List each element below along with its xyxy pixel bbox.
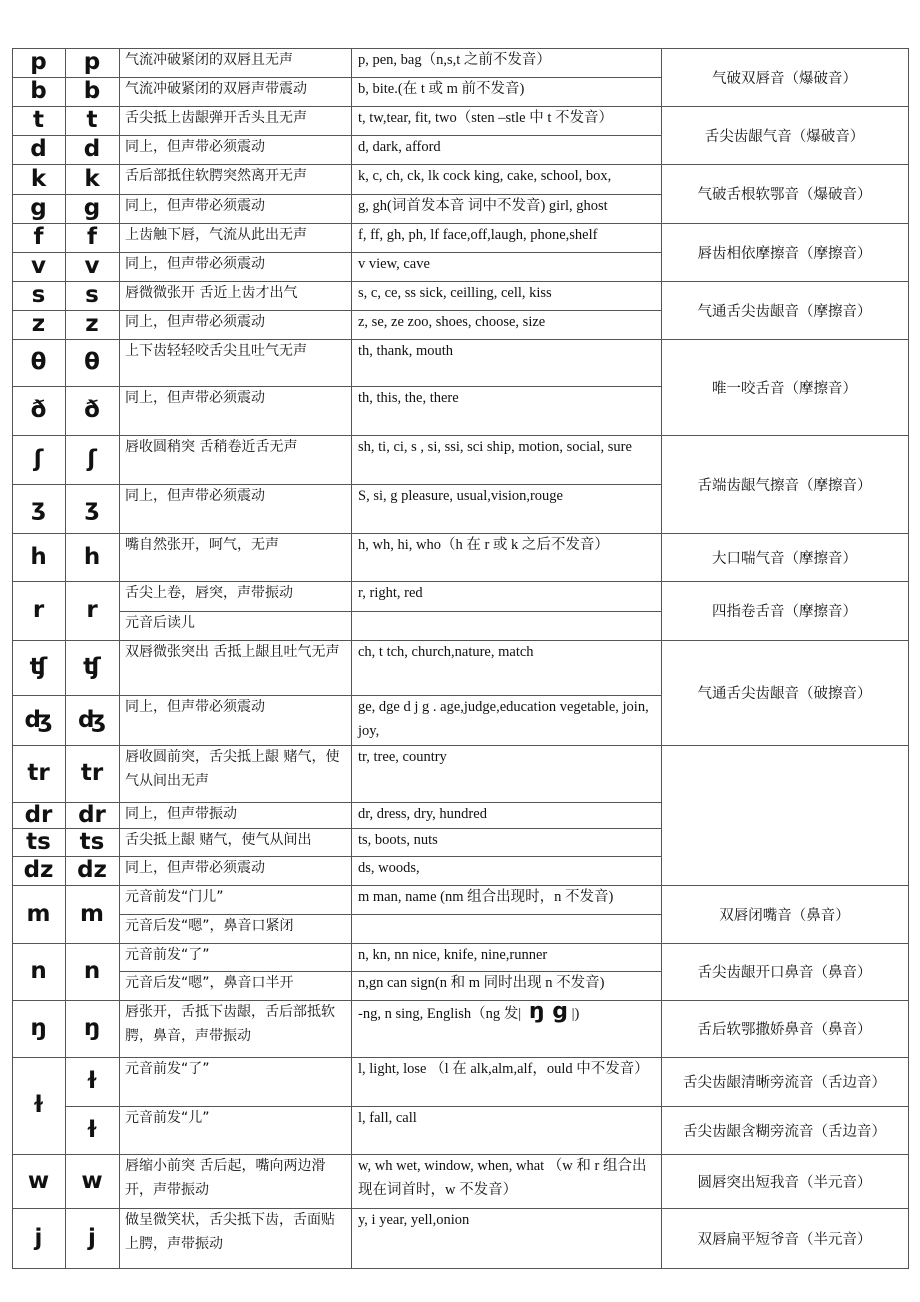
phonetic-symbol: r xyxy=(32,597,45,623)
phonetic-symbol: f xyxy=(33,224,44,250)
sound-category: 圆唇突出短我音（半元音） xyxy=(697,1174,872,1191)
pronunciation-description: 舌后部抵住软腭突然离开无声 xyxy=(125,168,307,184)
phonetic-symbol: t xyxy=(33,107,44,133)
phonetic-symbol: k xyxy=(30,165,47,192)
phonetic-symbol: ʒ xyxy=(31,495,46,521)
sound-category xyxy=(661,745,908,885)
phonetic-symbol: z xyxy=(31,311,46,337)
sound-category: 舌尖齿龈清晰旁流音（舌边音） xyxy=(683,1075,886,1091)
phonetic-symbol: ð xyxy=(30,397,47,423)
pronunciation-description: 元音前发“儿” xyxy=(125,1110,210,1126)
example-words: v view, cave xyxy=(358,256,430,272)
example-words: ch, t tch, church,nature, match xyxy=(358,644,534,660)
phonetic-symbol-repeat: ɫ xyxy=(85,1068,99,1094)
example-words: h, wh, hi, who（h 在 r 或 k 之后不发音） xyxy=(358,537,609,553)
phonetic-symbol-repeat: j xyxy=(88,1224,96,1251)
phonetic-symbol: m xyxy=(26,900,51,927)
phonetic-symbol-repeat: d xyxy=(83,136,101,162)
example-words: dr, dress, dry, hundred xyxy=(358,806,487,822)
example-words: m man, name (nm 组合出现时，n 不发音) xyxy=(358,889,614,905)
phonetic-symbol: w xyxy=(27,1167,50,1194)
example-words: n,gn can sign(n 和 m 同时出现 n 不发音) xyxy=(358,975,605,991)
example-words: k, c, ch, ck, lk cock king, cake, school, box, xyxy=(358,168,612,184)
pronunciation-description: 元音后读儿 xyxy=(125,615,195,631)
example-words: l, fall, call xyxy=(358,1110,417,1126)
example-words: ge, dge d j g . age,judge,education vegetable, join, joy, xyxy=(358,699,649,739)
phonetic-symbol-repeat: k xyxy=(84,165,100,192)
example-words: tr, tree, country xyxy=(358,749,447,765)
sound-category: 唇齿相依摩擦音（摩擦音） xyxy=(697,245,872,262)
pronunciation-description: 同上，但声带必须震动 xyxy=(125,256,265,272)
phonetic-symbol-repeat: ŋ xyxy=(83,1015,101,1041)
pronunciation-description: 元音前发“门儿” xyxy=(125,889,224,905)
phonetic-symbol: ʤ xyxy=(24,706,53,733)
phonetic-symbol: g xyxy=(30,195,47,221)
phonetic-symbol: ʧ xyxy=(29,654,48,680)
phonetic-symbol-repeat: z xyxy=(85,311,99,337)
phonetic-symbol: n xyxy=(30,958,47,984)
phonetic-symbol-repeat: t xyxy=(86,107,98,133)
phonetic-symbol-repeat: dr xyxy=(78,802,106,828)
phonetic-symbol: tr xyxy=(27,760,50,786)
pronunciation-description: 唇收圆前突，舌尖抵上龈 赌气，使气从间出无声 xyxy=(125,749,340,789)
phonetic-symbol-repeat: b xyxy=(83,78,101,104)
phonetic-symbol: dr xyxy=(24,802,53,828)
pronunciation-description: 同上，但声带必须震动 xyxy=(125,198,265,214)
pronunciation-description: 舌尖抵上龈 赌气，使气从间出 xyxy=(125,832,312,848)
example-words: l, light, lose （l 在 alk,alm,alf，ould 中不发音） xyxy=(358,1061,649,1077)
example-words: w, wh wet, window, when, what （w 和 r 组合出现在词首时，w 不发音） xyxy=(358,1158,647,1198)
sound-category: 四指卷舌音（摩擦音） xyxy=(712,604,857,620)
pronunciation-description: 气流冲破紧闭的双唇且无声 xyxy=(125,52,293,68)
phonetic-symbol: ʃ xyxy=(33,446,44,472)
sound-category: 舌尖齿龈气音（爆破音） xyxy=(704,128,865,145)
phonetic-symbol: h xyxy=(30,543,47,570)
phonetic-symbol: dz xyxy=(23,857,54,883)
phonetic-symbol: ŋ xyxy=(30,1015,47,1041)
example-text: |) xyxy=(567,1006,580,1022)
pronunciation-description: 唇收圆稍突 舌稍卷近舌无声 xyxy=(125,439,298,455)
example-words: z, se, ze zoo, shoes, choose, size xyxy=(358,314,546,330)
pronunciation-description: 舌尖抵上齿龈弹开舌头且无声 xyxy=(125,110,307,126)
pronunciation-description: 双唇微张突出 舌抵上龈且吐气无声 xyxy=(125,644,340,660)
phonetic-symbol: b xyxy=(30,78,47,104)
example-words: th, thank, mouth xyxy=(358,343,454,359)
example-words: S, si, g pleasure, usual,vision,rouge xyxy=(358,488,563,504)
example-words: f, ff, gh, ph, lf face,off,laugh, phone,shelf xyxy=(358,227,598,243)
phonetic-symbol: p xyxy=(30,49,47,75)
sound-category: 气通舌尖齿龈音（破擦音） xyxy=(697,686,872,702)
example-words xyxy=(351,611,661,640)
example-words: th, this, the, there xyxy=(358,390,459,406)
phonetic-symbol: s xyxy=(31,282,46,308)
phonetic-symbol: j xyxy=(34,1224,43,1251)
phonetic-symbol-repeat: m xyxy=(80,900,104,927)
phonetic-symbol-repeat: ʤ xyxy=(78,706,106,733)
pronunciation-description: 同上，但声带必须震动 xyxy=(125,390,265,406)
phonetic-symbol-repeat: ts xyxy=(79,828,105,855)
sound-category: 舌尖齿龈含糊旁流音（舌边音） xyxy=(683,1123,886,1140)
sound-category: 气通舌尖齿龈音（摩擦音） xyxy=(697,303,872,320)
phonetic-symbol-repeat: v xyxy=(84,253,100,279)
phonetic-symbol-repeat: θ xyxy=(84,349,100,375)
sound-category: 大口喘气音（摩擦音） xyxy=(712,550,857,567)
example-words: sh, ti, ci, s , si, ssi, sci ship, motion, social, sure xyxy=(358,439,632,455)
phonetic-symbol-repeat: ð xyxy=(84,397,100,423)
phonetic-symbol-repeat: n xyxy=(83,958,101,984)
example-words xyxy=(351,914,661,943)
phonetic-symbol-repeat: h xyxy=(83,543,101,570)
table-border xyxy=(12,1268,908,1269)
sound-category: 舌后软鄂撒娇鼻音（鼻音） xyxy=(697,1022,872,1038)
sound-category: 气破舌根软鄂音（爆破音） xyxy=(697,187,872,203)
sound-category: 舌端齿龈气擦音（摩擦音） xyxy=(697,477,872,494)
example-words: d, dark, afford xyxy=(358,139,441,155)
pronunciation-description: 唇缩小前突 舌后起，嘴向两边滑开，声带振动 xyxy=(125,1158,326,1198)
sound-category: 气破双唇音（爆破音） xyxy=(712,70,857,87)
pronunciation-description: 同上，但声带必须震动 xyxy=(125,488,265,504)
phonetic-symbol: θ xyxy=(30,349,47,375)
pronunciation-description: 上下齿轻轻咬舌尖且吐气无声 xyxy=(125,343,307,359)
pronunciation-description: 元音后发“嗯”，鼻音口半开 xyxy=(125,975,294,991)
phonetic-symbol-repeat: dz xyxy=(77,857,107,883)
phonetic-symbol: v xyxy=(31,253,46,279)
phonetic-symbol-repeat: tr xyxy=(80,760,104,786)
example-words: g, gh(词首发本音 词中不发音) girl, ghost xyxy=(358,198,608,214)
pronunciation-description: 做呈微笑状，舌尖抵下齿，舌面贴上腭，声带振动 xyxy=(125,1212,335,1252)
example-words: n, kn, nn nice, knife, nine,runner xyxy=(358,947,548,963)
sound-category: 双唇闭嘴音（鼻音） xyxy=(719,907,850,924)
pronunciation-description: 同上，但声带必须震动 xyxy=(125,860,265,876)
pronunciation-description: 同上，但声带必须震动 xyxy=(125,699,265,715)
phonetic-symbol-repeat: g xyxy=(83,195,101,221)
phonetic-symbol-repeat: s xyxy=(85,282,99,308)
pronunciation-description: 同上，但声带振动 xyxy=(125,806,237,822)
pronunciation-description: 唇张开，舌抵下齿龈，舌后部抵软腭，鼻音，声带振动 xyxy=(125,1004,335,1044)
example-text: -ng, n sing, English（ng 发| xyxy=(358,1006,522,1022)
example-words: s, c, ce, ss sick, ceilling, cell, kiss xyxy=(358,285,552,301)
example-words xyxy=(351,1000,661,1057)
example-words: ds, woods, xyxy=(358,860,420,876)
phonetic-symbol-repeat: w xyxy=(81,1167,103,1194)
pronunciation-description: 嘴自然张开，呵气，无声 xyxy=(125,537,279,553)
example-words: t, tw,tear, fit, two（sten –stle 中 t 不发音） xyxy=(358,110,614,126)
sound-category: 舌尖齿龈开口鼻音（鼻音） xyxy=(697,965,872,981)
phonetic-symbol-repeat: ʧ xyxy=(83,654,101,680)
column-divider xyxy=(908,48,909,1269)
example-words: b, bite.(在 t 或 m 前不发音) xyxy=(358,81,525,97)
sound-category: 唯一咬舌音（摩擦音） xyxy=(712,380,857,397)
phonetic-symbol-repeat: p xyxy=(83,49,101,75)
phonetic-symbol-repeat: ɫ xyxy=(85,1116,99,1143)
pronunciation-description: 同上，但声带必须震动 xyxy=(125,139,265,155)
pronunciation-description: 元音前发“了” xyxy=(125,947,210,963)
pronunciation-description: 元音前发“了” xyxy=(125,1061,210,1077)
example-words: r, right, red xyxy=(358,585,423,601)
pronunciation-description: 唇微微张开 舌近上齿才出气 xyxy=(125,285,298,301)
phonetic-symbol: ɫ xyxy=(32,1092,45,1118)
pronunciation-description: 气流冲破紧闭的双唇声带震动 xyxy=(125,81,307,97)
example-words: y, i year, yell,onion xyxy=(358,1212,470,1228)
pronunciation-description: 元音后发“嗯”，鼻音口紧闭 xyxy=(125,918,294,934)
phonetic-symbol-repeat: f xyxy=(86,224,97,250)
pronunciation-description: 上齿触下唇，气流从此出无声 xyxy=(125,227,307,243)
example-symbol: ŋ g xyxy=(521,1000,568,1024)
phonetic-symbol-repeat: ʒ xyxy=(84,495,100,521)
phonetic-symbol-repeat: r xyxy=(86,597,98,623)
phonetic-table xyxy=(12,48,908,1268)
example-words: p, pen, bag（n,s,t 之前不发音） xyxy=(358,52,551,68)
phonetic-symbol: d xyxy=(30,136,47,162)
pronunciation-description: 舌尖上卷，唇突，声带振动 xyxy=(125,585,293,601)
sound-category: 双唇扁平短爷音（半元音） xyxy=(697,1231,872,1248)
phonetic-symbol: ts xyxy=(26,828,51,855)
pronunciation-description: 同上，但声带必须震动 xyxy=(125,314,265,330)
example-words: ts, boots, nuts xyxy=(358,832,438,848)
phonetic-symbol-repeat: ʃ xyxy=(87,446,97,472)
